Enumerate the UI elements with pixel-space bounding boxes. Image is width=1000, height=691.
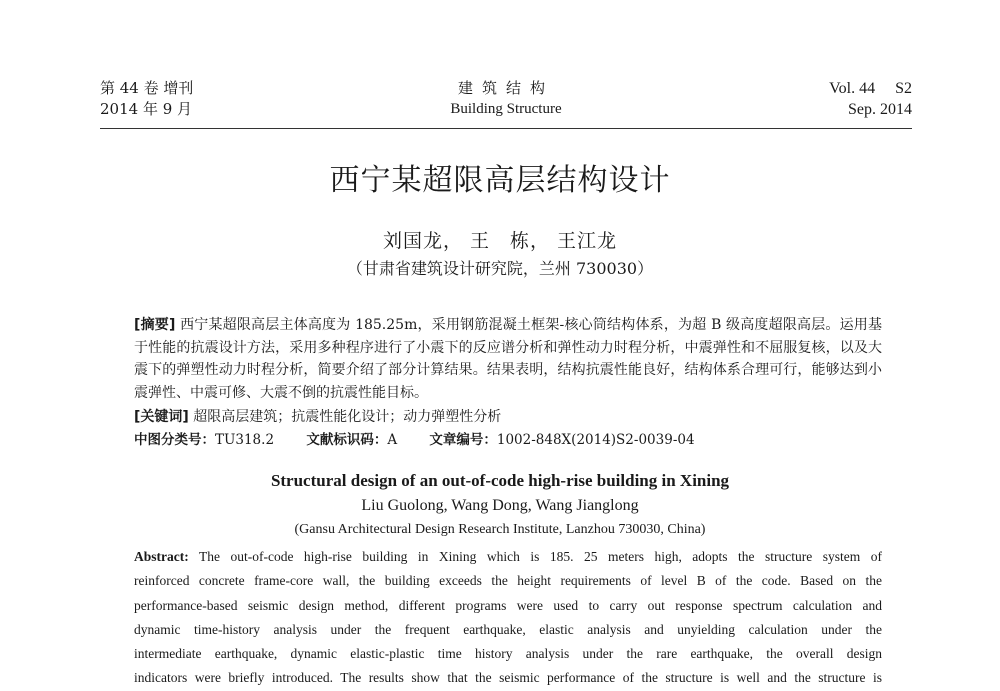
paper-title-cn: 西宁某超限高层结构设计 bbox=[329, 163, 671, 198]
clc-label: 中图分类号： bbox=[134, 432, 215, 448]
doc-code-label: 文献标识码： bbox=[306, 432, 388, 448]
authors-cn: 刘国龙， 王 栋， 王江龙 bbox=[382, 230, 618, 252]
abstract-en-label: Abstract: bbox=[134, 549, 189, 564]
abstract-en-line: reinforced concrete frame-core wall, the building exceeds the height requirements of level B of the code. Based on the bbox=[134, 573, 882, 589]
abstract-en-line: indicators were briefly introduced. The results show that the seismic performance of the structure is well and the structure is bbox=[134, 670, 882, 686]
issue-volume: 第 44 卷 增刊 bbox=[100, 79, 194, 97]
issue-date: 2014 年 9 月 bbox=[100, 100, 193, 118]
keywords-cn bbox=[134, 406, 882, 428]
abstract-en-line: intermediate earthquake, dynamic elastic-plastic time history analysis under the rare earthquake, the overall design bbox=[134, 646, 882, 662]
abstract-cn-label: [摘要] bbox=[134, 317, 176, 333]
journal-header bbox=[100, 78, 912, 124]
clc-value: TU318.2 bbox=[215, 432, 275, 448]
abstract-en-line: performance-based seismic design method, different programs were used to carry out response spectrum calculation and bbox=[134, 597, 882, 613]
abstract-cn bbox=[134, 314, 882, 404]
affiliation-en: (Gansu Architectural Design Research Institute, Lanzhou 730030, China) bbox=[294, 522, 706, 537]
journal-name-en: Building Structure bbox=[450, 101, 562, 117]
header-divider bbox=[100, 128, 912, 129]
authors-en: Liu Guolong, Wang Dong, Wang Jianglong bbox=[361, 497, 639, 514]
abstract-en-line: dynamic time-history analysis under the frequent earthquake, elastic analysis and unyielding calculation under the bbox=[134, 621, 882, 637]
journal-name bbox=[100, 78, 912, 120]
abstract-en-line bbox=[134, 545, 882, 569]
volume-number: Vol. 44 bbox=[829, 80, 876, 97]
paper-title-en: Structural design of an out-of-code high-rise building in Xining bbox=[270, 471, 730, 490]
journal-name-cn: 建筑结构 bbox=[457, 79, 554, 97]
classification-line bbox=[134, 430, 882, 450]
abstract-cn-text: 西宁某超限高层主体高度为 185.25m，采用钢筋混凝土框架-核心筒结构体系，为超 B 级高度超限高层。运用基于性能的抗震设计方法，采用多种程序进行了小震下的反应谱分析和弹性动力时程分析，中震弹性和不屈服复核，以及大震下的弹塑性动力时程分析，简要介绍了部分计算结果。结果表明，结构抗震性能良好，结构体系合理可行，能够达到小震弹性、中震可修、大震不倒的抗震性能目标。 bbox=[134, 317, 883, 401]
article-number-value: 1002-848X(2014)S2-0039-04 bbox=[496, 432, 695, 448]
keywords-cn-label: [关键词] bbox=[134, 409, 189, 425]
keywords-cn-text: 超限高层建筑；抗震性能化设计；动力弹塑性分析 bbox=[193, 409, 502, 425]
abstract-en-text: The out-of-code high-rise building in Xining which is 185. 25 meters high, adopts the structure system of bbox=[198, 549, 882, 564]
supplement-number: S2 bbox=[895, 80, 912, 97]
affiliation-cn: （甘肃省建筑设计研究院，兰州 730030） bbox=[346, 259, 654, 278]
publication-date: Sep. 2014 bbox=[848, 101, 912, 118]
article-number-label: 文章编号： bbox=[429, 432, 497, 448]
volume-info bbox=[829, 78, 912, 120]
doc-code-value: A bbox=[387, 432, 398, 448]
abstract-en bbox=[134, 545, 882, 691]
